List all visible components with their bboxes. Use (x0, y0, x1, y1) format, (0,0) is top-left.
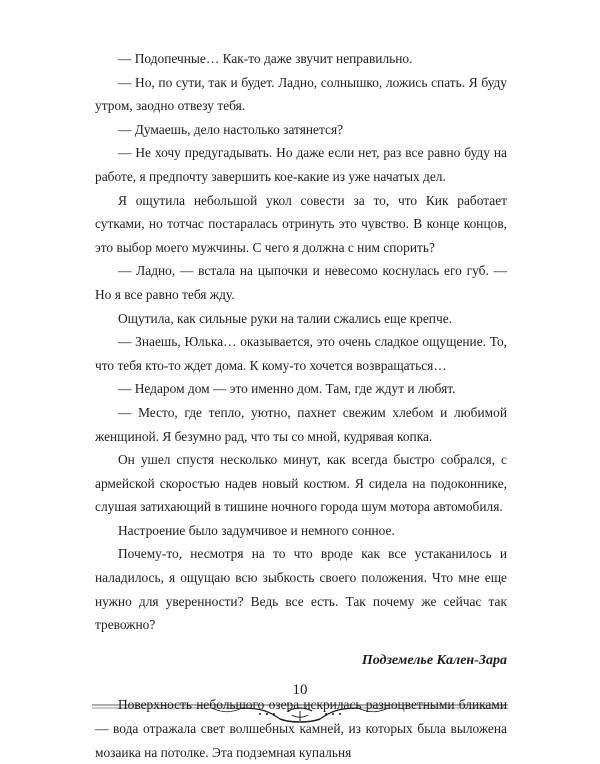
paragraph: — Недаром дом — это именно дом. Там, где ждут и любят. (118, 381, 456, 397)
paragraph: — Место, где тепло, уютно, пахнет свежим хлебом и любимой женщиной. Я безумно рад, что ты со мной, кудрявая копка. (95, 404, 507, 444)
footer-ornament (92, 699, 508, 725)
page-number: 10 (292, 682, 308, 698)
paragraph: — Знаешь, Юлька… оказывается, это очень сладкое ощущение. То, что тебя кто-то ждет дома. К кому-то хочется возвращаться… (95, 334, 507, 373)
paragraph: — Подопечные… Как-то даже звучит неправильно. (118, 51, 413, 66)
paragraph: Ощутила, как сильные руки на талии сжались еще крепче. (118, 310, 452, 326)
paragraph: Я ощутила небольшой укол совести за то, что Кик работает сутками, но тотчас постаралась отринуть это чувство. В конце концов, это выбор моего мужчины. С чего я должна с ним спорить? (95, 192, 507, 255)
paragraph: Настроение было задумчивое и немного сонное. (118, 522, 395, 538)
paragraph: — Думаешь, дело настолько затянется? (118, 121, 344, 137)
paragraph: — Но, по сути, так и будет. Ладно, солнышко, ложись спать. Я буду утром, заодно отвезу тебя. (95, 74, 507, 114)
section-paragraph: Поверхность небольшого озера искрилась разноцветными бликами — вода отражала свет волшебных камней, из которых была выложена мозаика на потолке. Эта подземная купальня (95, 697, 507, 760)
paragraph: — Ладно, — встала на цыпочки и невесомо коснулась его губ. — Но я все равно тебя жду. (95, 263, 507, 302)
paragraph: Он ушел спустя несколько минут, как всегда быстро собрался, с армейской скоростью надев новый костюм. Я сидела на подоконнике, слушая затихающий в тишине ночного города шум мотора автомобиля. (95, 452, 507, 515)
body-text (95, 47, 507, 764)
paragraph: — Не хочу предугадывать. Но даже если нет, раз все равно буду на работе, я предпочту завершить кое-какие из уже начатых дел. (95, 145, 507, 184)
paragraph: Почему-то, несмотря на то что вроде как все устаканилось и наладилось, я ощущаю всю зыбкость своего положения. Что мне еще нужно для уверенности? Ведь все есть. Так почему же сейчас так тревожно? (95, 546, 507, 633)
section-heading: Подземелье Кален-Зара (361, 652, 507, 668)
